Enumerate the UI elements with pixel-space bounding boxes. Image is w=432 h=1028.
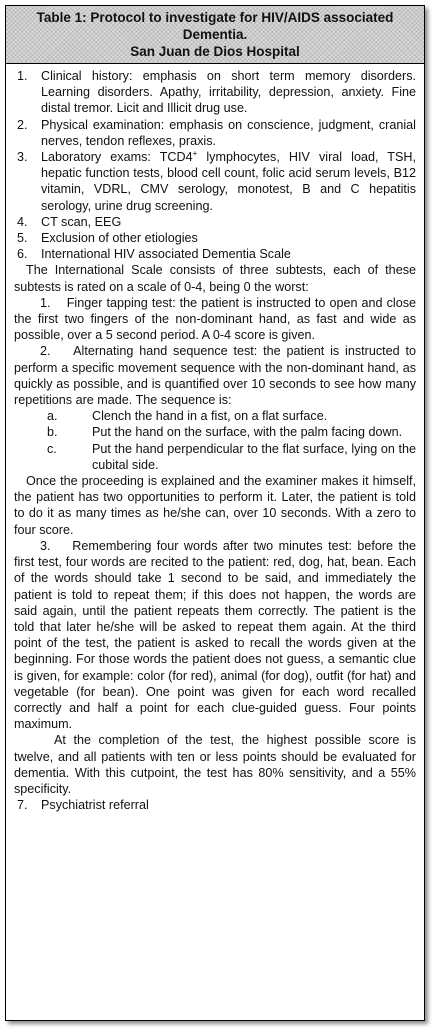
list-text: Psychiatrist referral <box>41 798 149 813</box>
protocol-table <box>5 5 425 1021</box>
table-header <box>6 6 424 64</box>
list-item <box>14 230 416 246</box>
list-number: 2. <box>17 117 28 132</box>
sequence-text: Put the hand perpendicular to the flat surface, lying on the cubital side. <box>92 441 416 472</box>
alternating-hand-test: 2. Alternating hand sequence test: the patient is instructed to perform a specific movement sequence with the non-dominant hand, as quickly as possible, and is quantified over 10 seconds to see how many repetitions are made. The sequence is: <box>14 344 420 408</box>
sequence-letter: a. <box>47 409 58 424</box>
list-number: 5. <box>17 231 28 246</box>
sequence-text: Clench the hand in a fist, on a flat surface. <box>92 409 328 424</box>
list-item <box>14 214 416 230</box>
list-text: International HIV associated Dementia Scale <box>41 247 291 262</box>
list-text: Physical examination: emphasis on conscience, judgment, cranial nerves, tendon reflexes, praxis. <box>41 117 416 148</box>
sequence-text: Put the hand on the surface, with the palm facing down. <box>92 425 403 440</box>
sequence-explanation: Once the proceeding is explained and the examiner makes it himself, the patient has two opportunities to perform it. Later, the patient is told to do it as many times as he/she can, over 10 seconds. With a zero to four score. <box>14 474 416 537</box>
list-text: CT scan, EEG <box>41 214 122 229</box>
list-number: 6. <box>17 247 28 262</box>
list-item <box>14 246 416 262</box>
list-number: 1. <box>17 69 28 83</box>
list-number: 4. <box>17 214 28 229</box>
sequence-step <box>14 441 416 473</box>
four-words-test: 3. Remembering four words after two minutes test: before the first test, four words are recited to the patient: red, dog, hat, bean. Each of the words should take 1 second to be said, and immediately the patient is told to repeat them; if this does not happen, the words are said again, until the patient repeats them correctly. The patient is the told that later he/she will be asked to repeat them again. At the third point of the test, the patient is asked to recall the words given at the beginning. For those words the patient does not guess, a semantic clue is given, for example: color (for red), animal (for dog), outfit (for hat) and vegetable (for bean). One point was given for each word recalled correctly and half a point for each clue-guided guess. Four points maximum. <box>14 538 420 732</box>
list-item <box>14 797 416 813</box>
sequence-letter: c. <box>47 441 57 456</box>
list-text-pre: Laboratory exams: TCD4 <box>41 150 193 165</box>
scale-intro: The International Scale consists of three subtests, each of these subtests is rated on a scale of 0-4, being 0 the worst: <box>14 263 416 294</box>
sequence-letter: b. <box>47 425 58 440</box>
list-text-post: lymphocytes, HIV viral load, TSH, hepatic function tests, blood cell count, folic acid serum levels, B12 vitamin, VDRL, CMV serology, monotest, B and C hepatitis serology, urine drug screening. <box>41 150 416 213</box>
list-number: 3. <box>17 150 28 165</box>
table-body <box>6 64 424 813</box>
finger-tapping-test: 1. Finger tapping test: the patient is instructed to open and close the first two fingers of the non-dominant hand, as fast and wide as possible, over a 5 second period. A 0-4 score is given. <box>14 295 420 343</box>
list-text: Clinical history: emphasis on short term memory disorders. Learning disorders. Apathy, irritability, depression, anxiety. Fine distal tremor. Licit and Illicit drug use. <box>41 69 416 116</box>
sequence-step <box>14 408 416 424</box>
table-title-line2: Dementia. <box>182 27 248 42</box>
list-number: 7. <box>17 798 28 813</box>
table-title-line1: Table 1: Protocol to investigate for HIV/AIDS associated <box>36 10 394 25</box>
completion-paragraph: At the completion of the test, the highest possible score is twelve, and all patients with ten or less points should be evaluated for dementia. With this cutpoint, the test has 80% sensitivity, and a 55% specificity. <box>14 733 416 796</box>
list-item <box>14 68 416 117</box>
sequence-step <box>14 424 416 440</box>
list-text: Exclusion of other etiologies <box>41 231 198 246</box>
list-item <box>14 117 416 149</box>
list-item <box>14 149 416 214</box>
table-title-line3: San Juan de Dios Hospital <box>130 44 300 59</box>
superscript: + <box>192 148 198 158</box>
